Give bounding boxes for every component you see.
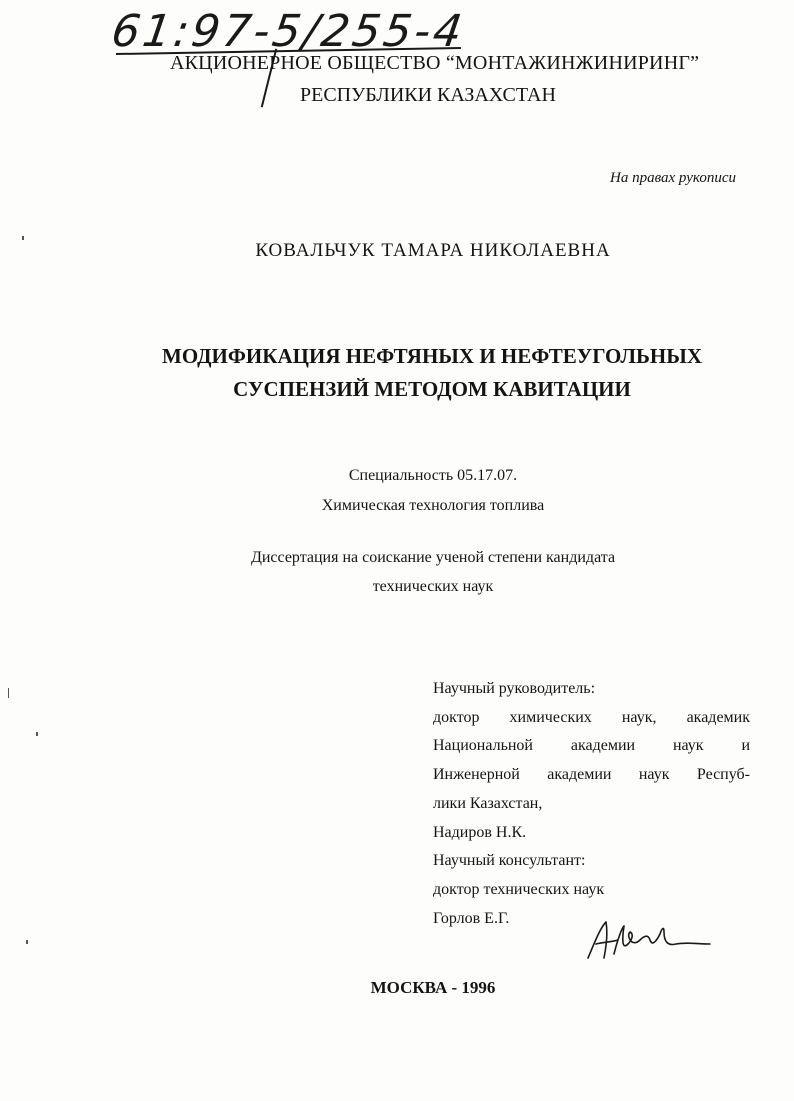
specialty-code: Специальность 05.17.07.	[348, 467, 518, 484]
organization-name-line1: АКЦИОНЕРНОЕ ОБЩЕСТВО “МОНТАЖИНЖИНИРИНГ”	[170, 52, 700, 74]
consultant-label: Научный консультант:	[433, 852, 586, 870]
supervisor-academy-line2: Инженерной академии наук Респуб-	[433, 766, 750, 784]
dissertation-degree-line1: Диссертация на соискание ученой степени кандидата	[250, 549, 616, 566]
dissertation-title	[0, 340, 794, 406]
specialty-name: Химическая технология топлива	[321, 497, 545, 514]
organization-name-line2: РЕСПУБЛИКИ КАЗАХСТАН	[300, 84, 556, 106]
manuscript-rights-note: На правах рукописи	[610, 170, 736, 186]
dissertation-degree-line2: технических наук	[372, 578, 494, 595]
consultant-degree: доктор технических наук	[433, 880, 605, 898]
scan-speck	[36, 732, 38, 736]
city-year: МОСКВА - 1996	[370, 978, 496, 997]
scan-speck	[26, 940, 28, 944]
supervisor-degree: доктор химических наук, академик	[433, 708, 750, 726]
handwritten-archive-code: 61:97-5/255-4	[108, 6, 468, 57]
handwritten-signature	[584, 914, 714, 964]
scan-speck	[22, 236, 24, 240]
supervisor-name: Надиров Н.К.	[433, 823, 527, 841]
supervisor-label: Научный руководитель:	[433, 680, 596, 697]
author-name: КОВАЛЬЧУК ТАМАРА НИКОЛАЕВНА	[255, 240, 611, 261]
consultant-name: Горлов Е.Г.	[433, 909, 510, 927]
advisors-block	[433, 675, 750, 933]
title-line1: МОДИФИКАЦИЯ НЕФТЯНЫХ И НЕФТЕУГОЛЬНЫХ	[162, 344, 702, 368]
supervisor-academy-line1: Национальной академии наук и	[433, 737, 750, 755]
supervisor-academy-line3: лики Казахстан,	[433, 794, 543, 812]
scan-speck	[8, 688, 9, 698]
title-line2: СУСПЕНЗИЙ МЕТОДОМ КАВИТАЦИИ	[233, 377, 631, 401]
